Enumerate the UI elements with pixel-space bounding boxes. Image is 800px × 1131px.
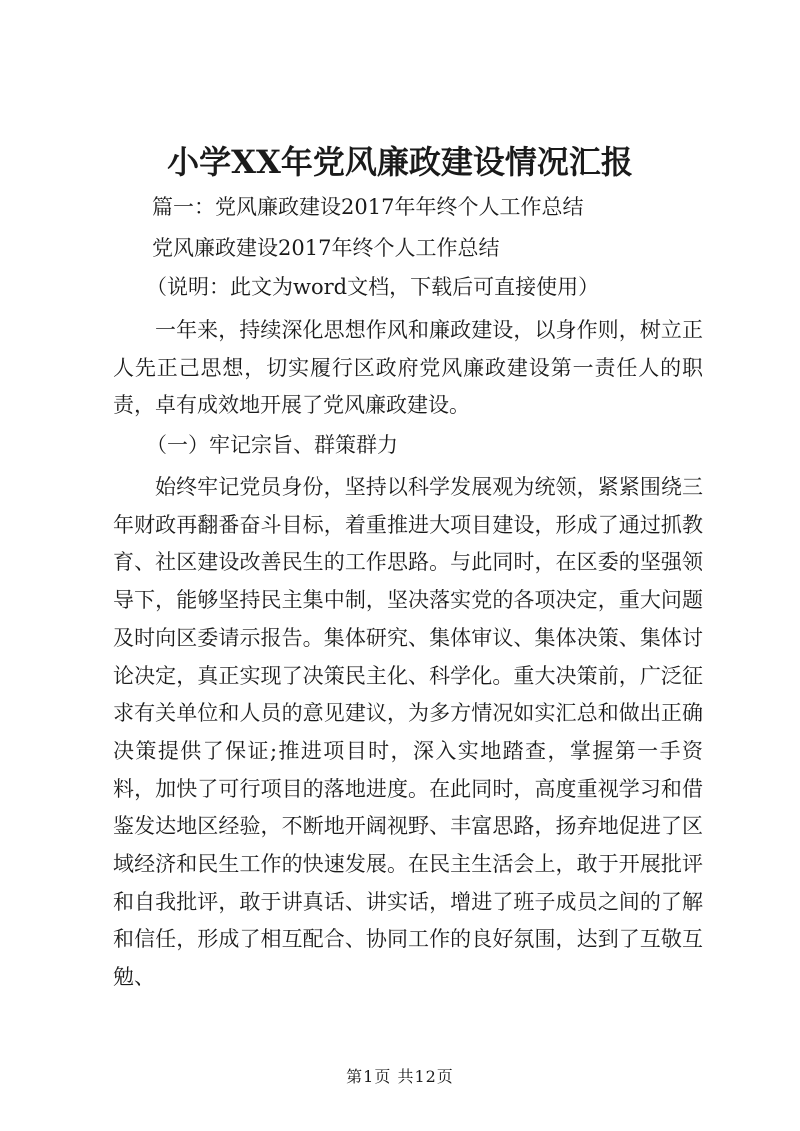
section-heading-one: （一）牢记宗旨、群策群力 xyxy=(146,433,398,457)
paragraph-section-one: 始终牢记党员身份，坚持以科学发展观为统领，紧紧围绕三年财政再翻番奋斗目标，着重推进大项目建设，形成了通过抓教育、社区建设改善民生的工作思路。与此同时，在区委的坚强领导下，能够坚持民主集中制，坚决落实党的各项决定，重大问题及时向区委请示报告。集体研究、集体审议、集体决策、集体讨论决定，真正实现了决策民主化、科学化。重大决策前，广泛征求有关单位和人员的意见建议，为多方情况如实汇总和做出正确决策提供了保证;推进项目时，深入实地踏查，掌握第一手资料，加快了可行项目的落地进度。在此同时，高度重视学习和借鉴发达地区经验，不断地开阔视野、丰富思路，扬弃地促进了区域经济和民生工作的快速发展。在民主生活会上，敢于开展批评和自我批评，敢于讲真话、讲实话，增进了班子成员之间的了解和信任，形成了相互配合、协同工作的良好氛围，达到了互敬互勉、 xyxy=(113,475,703,990)
paragraph-intro: 一年来，持续深化思想作风和廉政建设，以身作则，树立正人先正己思想，切实履行区政府党风廉政建设第一责任人的职责，卓有成效地开展了党风廉政建设。 xyxy=(113,318,703,418)
document-title: 小学XX年党风廉政建设情况汇报 xyxy=(167,143,633,181)
subheading-summary-title: 党风廉政建设2017年终个人工作总结 xyxy=(152,236,500,260)
subheading-chapter-one: 篇一：党风廉政建设2017年年终个人工作总结 xyxy=(152,195,584,219)
page-footer: 第1页 共12页 xyxy=(346,1067,454,1086)
document-note: （说明：此文为word文档，下载后可直接使用） xyxy=(146,275,600,299)
